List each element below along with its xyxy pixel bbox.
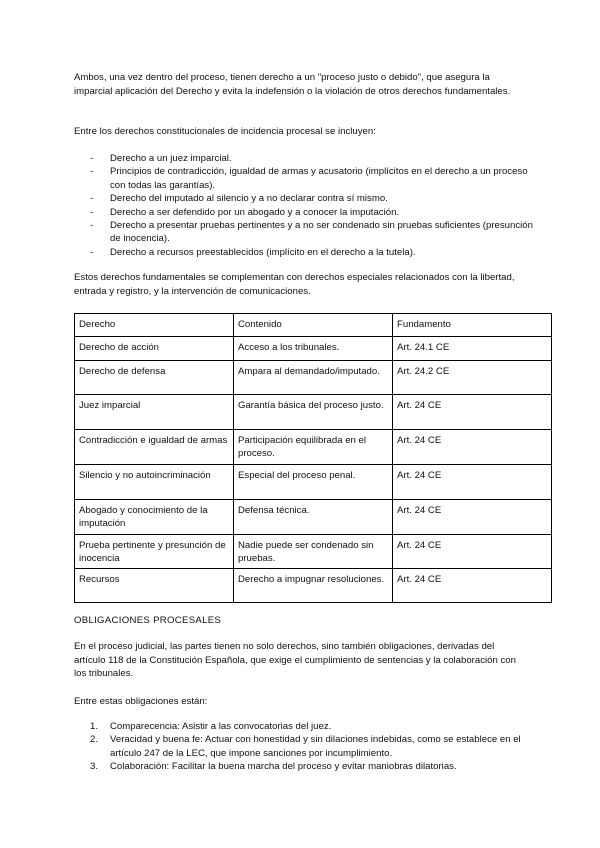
table-cell: Art. 24 CE [393, 430, 552, 465]
table-row [75, 569, 552, 603]
table-row [75, 535, 552, 569]
list-number: 2. [90, 734, 99, 746]
table-cell: Acceso a los tribunales. [234, 337, 393, 361]
rights-intro: Entre los derechos constitucionales de incidencia procesal se incluyen: [74, 126, 376, 137]
list-marker: - [90, 193, 94, 205]
table-cell: Derecho a impugnar resoluciones. [234, 569, 393, 603]
table-cell: Participación equilibrada en el proceso. [234, 430, 393, 465]
list-item [74, 219, 534, 246]
list-item-text: Colaboración: Facilitar la buena marcha del proceso y evitar maniobras dilatorias. [110, 761, 457, 773]
obligations-lead: Entre estas obligaciones están: [74, 696, 208, 707]
list-item-text: Veracidad y buena fe: Actuar con honestidad y sin dilaciones indebidas, como se establece en el artículo 247 de la LEC, que impone sanciones por incumplimiento. [110, 734, 521, 759]
table-cell: Recursos [75, 569, 234, 603]
list-item [74, 246, 534, 259]
obligations-heading: OBLIGACIONES PROCESALES [74, 615, 222, 626]
list-item-text: Comparecencia: Asistir a las convocatorias del juez. [110, 721, 332, 732]
list-item-text: Derecho del imputado al silencio y a no declarar contra sí mismo. [110, 193, 388, 205]
intro-paragraph: Ambos, una vez dentro del proceso, tienen derecho a un "proceso justo o debido", que asegura la imparcial aplicación del Derecho y evita la indefensión o la violación de otros derechos fundamentales. [74, 72, 511, 97]
list-item [74, 760, 534, 773]
table-cell: Silencio y no autoincriminación [75, 465, 234, 500]
table-row [75, 337, 552, 361]
table-cell: Art. 24 CE [393, 535, 552, 569]
list-item-text: Derecho a recursos preestablecidos (implícito en el derecho a la tutela). [110, 246, 416, 258]
table-cell: Art. 24.2 CE [393, 361, 552, 395]
complement-paragraph: Estos derechos fundamentales se complementan con derechos especiales relacionados con la libertad, entrada y registro, y la intervención de comunicaciones. [74, 272, 515, 297]
list-item-text: Derecho a presentar pruebas pertinentes y a no ser condenado sin pruebas suficientes (presunción de inocencia). [110, 220, 533, 245]
table-cell: Art. 24 CE [393, 500, 552, 535]
table-cell: Derecho de defensa [75, 361, 234, 395]
table-header-contenido: Contenido [234, 314, 393, 337]
obligations-list [74, 720, 534, 774]
table-cell: Art. 24 CE [393, 569, 552, 603]
table-row [75, 430, 552, 465]
table-cell: Contradicción e igualdad de armas [75, 430, 234, 465]
table-cell: Art. 24 CE [393, 465, 552, 500]
obligations-intro: En el proceso judicial, las partes tienen no solo derechos, sino también obligaciones, derivadas del artículo 118 de la Constitución Española, que exige el cumplimiento de sentencias y la colaboración con los tribunales. [74, 641, 516, 680]
table-cell: Art. 24 CE [393, 395, 552, 430]
list-item [74, 733, 534, 760]
list-item [74, 720, 534, 733]
table-row [75, 395, 552, 430]
list-item-text: Principios de contradicción, igualdad de armas y acusatorio (implícitos en el derecho a un proceso con todas las garantías). [110, 166, 528, 191]
table-cell: Art. 24.1 CE [393, 337, 552, 361]
table-cell: Nadie puede ser condenado sin pruebas. [234, 535, 393, 569]
list-number: 3. [90, 761, 99, 773]
list-item [74, 152, 534, 165]
list-item [74, 192, 534, 205]
table-cell: Especial del proceso penal. [234, 465, 393, 500]
table-cell: Juez imparcial [75, 395, 234, 430]
table-cell: Abogado y conocimiento de la imputación [75, 500, 234, 535]
list-marker: - [90, 153, 94, 164]
list-item [74, 206, 534, 219]
table-header-fundamento: Fundamento [393, 314, 552, 337]
table-cell: Prueba pertinente y presunción de inocencia [75, 535, 234, 569]
list-number: 1. [90, 721, 99, 732]
table-row [75, 361, 552, 395]
list-marker: - [90, 166, 94, 178]
table-cell: Derecho de acción [75, 337, 234, 361]
list-marker: - [90, 220, 94, 232]
table-cell: Defensa técnica. [234, 500, 393, 535]
list-marker: - [90, 206, 94, 218]
rights-table [74, 313, 552, 603]
list-item-text: Derecho a ser defendido por un abogado y a conocer la imputación. [110, 206, 400, 218]
table-row [75, 500, 552, 535]
list-item [74, 165, 534, 192]
table-row [75, 465, 552, 500]
list-marker: - [90, 246, 94, 258]
table-header-derecho: Derecho [75, 314, 234, 337]
rights-list [74, 152, 534, 259]
table-cell: Garantía básica del proceso justo. [234, 395, 393, 430]
table-cell: Ampara al demandado/imputado. [234, 361, 393, 395]
list-item-text: Derecho a un juez imparcial. [110, 153, 232, 164]
table-header-row [75, 314, 552, 337]
